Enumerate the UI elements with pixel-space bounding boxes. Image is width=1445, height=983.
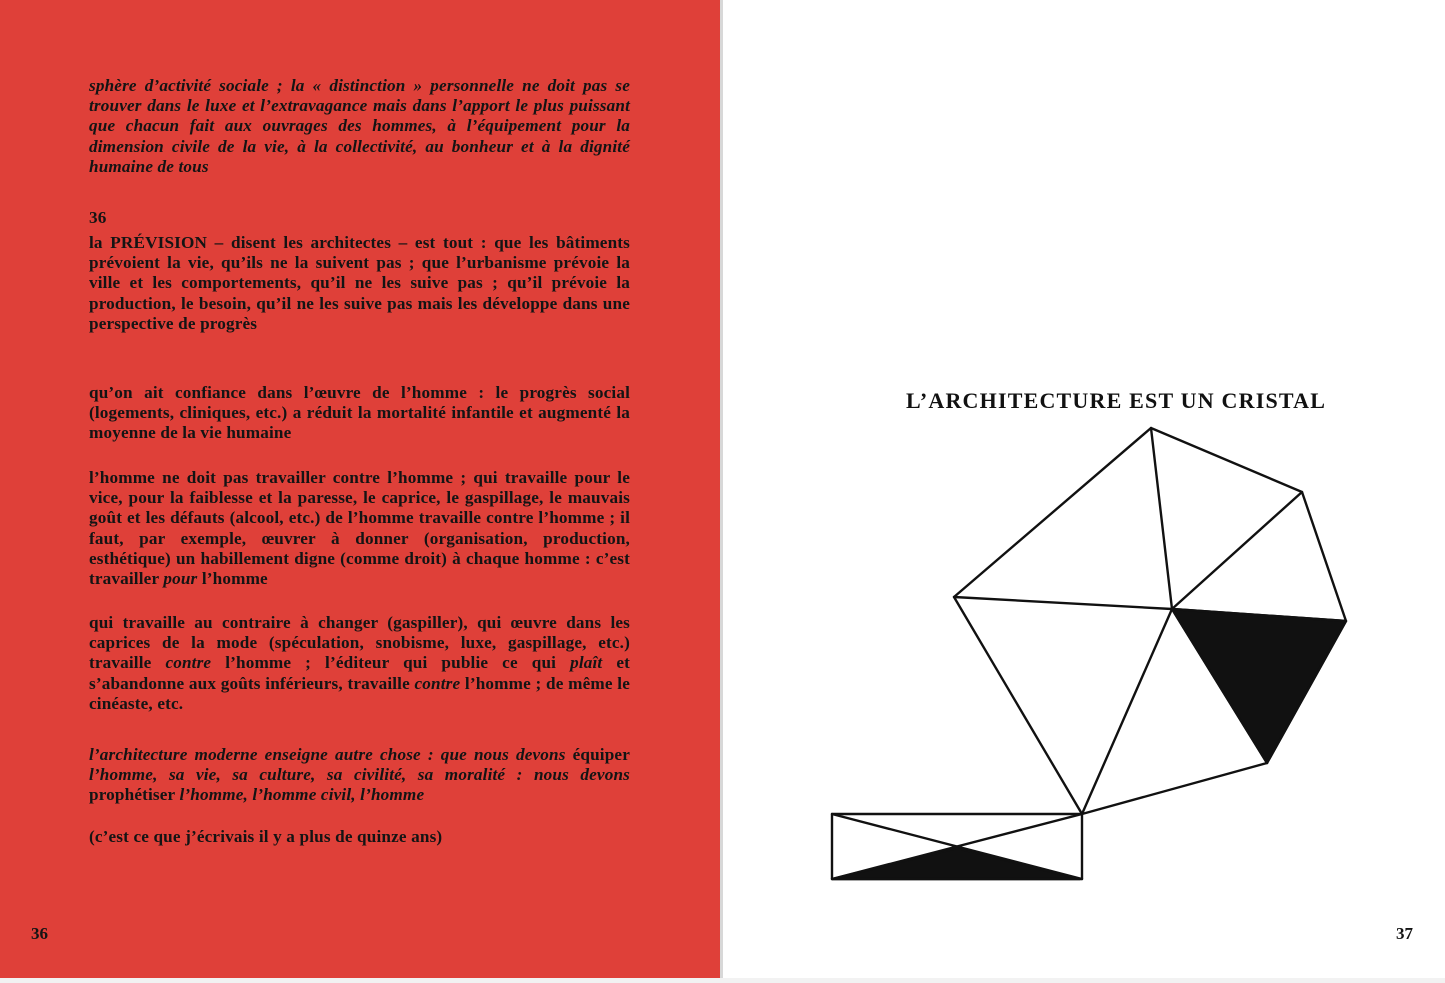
page-number-left: 36 [31, 924, 48, 943]
paragraph-contre-homme: l’homme ne doit pas travailler contre l’homme ; qui travaille pour le vice, pour la faiblesse et la paresse, le caprice, le gaspillage, le mauvais goût et les défauts (alcool, etc.) de l’homme travaille contre l’homme ; il faut, par exemple, œuvrer à donner (organisation, production, esthétique) un habillement digne (comme droit) à chaque homme : c’est travailler pour l’homme [89, 468, 630, 589]
page-number-right: 37 [1396, 924, 1413, 943]
crystal-drawing [820, 418, 1360, 888]
crystal-black-wedge [832, 848, 1080, 879]
paragraph-confiance: qu’on ait confiance dans l’œuvre de l’homme : le progrès social (logements, cliniques, etc.) a réduit la mortalité infantile et augmenté la moyenne de la vie humaine [89, 383, 630, 443]
paragraph-1: sphère d’activité sociale ; la « distinction » personnelle ne doit pas se trouver dans le luxe et l’extravagance mais dans l’apport le plus puissant que chacun fait aux ouvrages des hommes, à l’équipement pour la dimension civile de la vie, à la collectivité, au bonheur et à la dignité humaine de tous [89, 76, 630, 176]
left-page [0, 0, 720, 978]
paragraph-architecture-moderne: l’architecture moderne enseigne autre chose : que nous devons équiper l’homme, sa vie, sa culture, sa civilité, sa moralité : nous devons prophétiser l’homme, l’homme civil, l’homme [89, 745, 630, 805]
paragraph-quinze-ans: (c’est ce que j’écrivais il y a plus de quinze ans) [89, 827, 443, 846]
section-number: 36 [89, 208, 107, 227]
crystal-black-facet [1172, 609, 1346, 763]
paragraph-prevision: la PRÉVISION – disent les architectes – est tout : que les bâtiments prévoient la vie, qu’ils ne la suivent pas ; que l’urbanisme prévoie la ville et les comportements, qu’il ne les suive pas ; qu’il prévoie la production, le besoin, qu’il ne les suive pas mais les développe dans une perspective de progrès [89, 233, 630, 333]
paragraph-gaspiller: qui travaille au contraire à changer (gaspiller), qui œuvre dans les caprices de la mode (spéculation, snobisme, luxe, gaspillage, etc.) travaille contre l’homme ; l’éditeur qui publie ce qui plaît et s’abandonne aux goûts inférieurs, travaille contre l’homme ; de même le cinéaste, etc. [89, 613, 630, 713]
plate-title: L’ARCHITECTURE EST UN CRISTAL [906, 388, 1327, 413]
